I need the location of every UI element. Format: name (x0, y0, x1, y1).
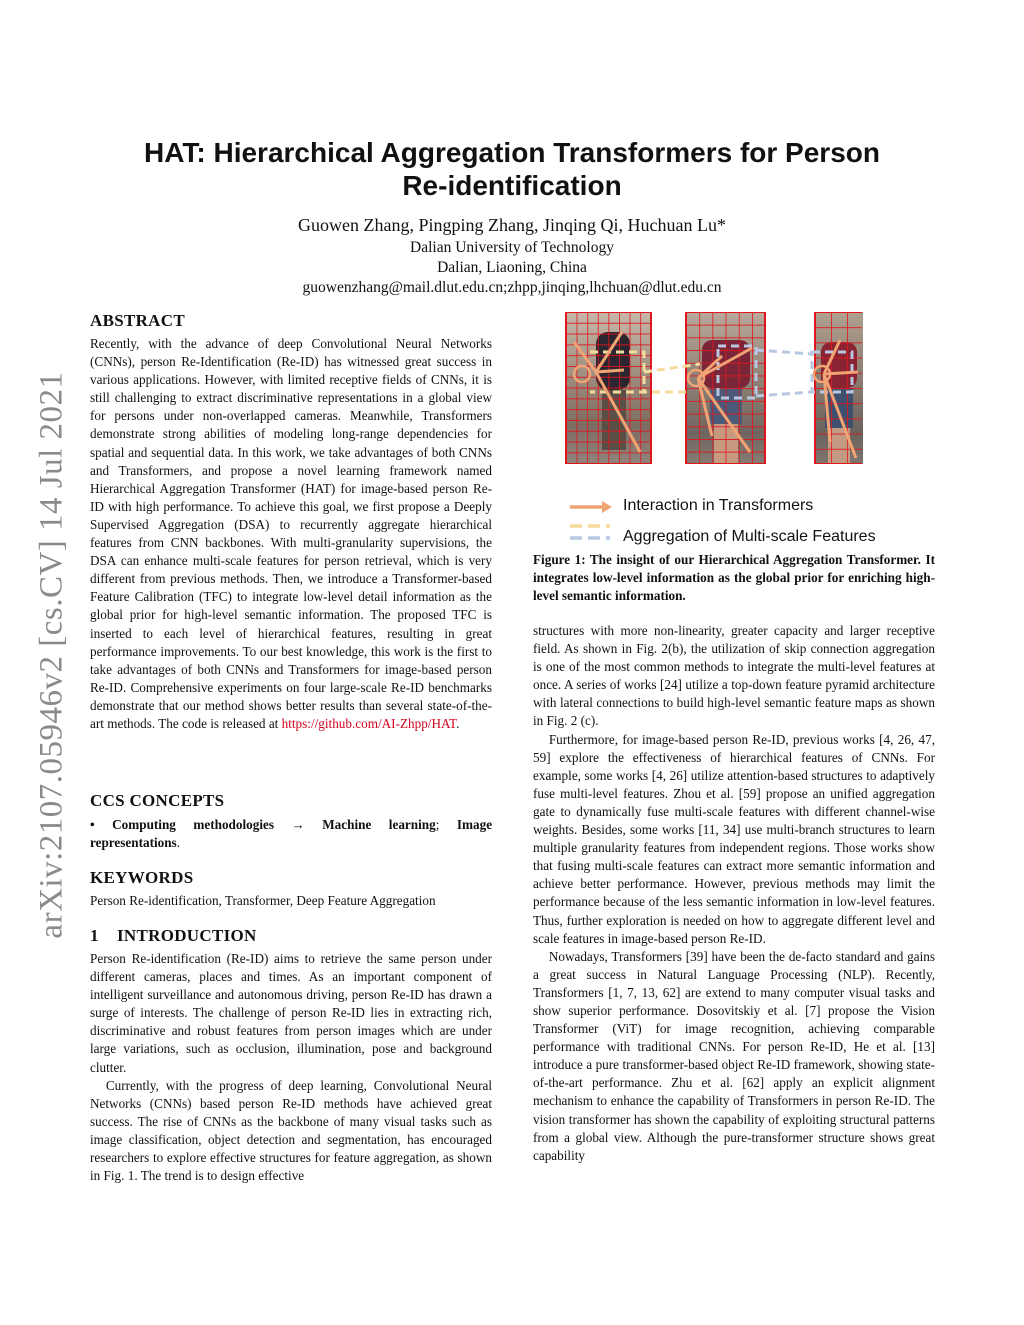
intro-paragraph-1: Person Re-identification (Re-ID) aims to retrieve the same person under different cameras, places and times. As an important component of intelligent surveillance and autonomous driving, person Re-ID has drawn a surge of interests. The challenge of person Re-ID lies in extracting rich, discriminative and robust features from person images which are under large variations, such as occlusion, illumination, pose and background clutter. (90, 951, 492, 1075)
right-column-text (533, 622, 935, 1165)
authors: Guowen Zhang, Pingping Zhang, Jinqing Qi, Huchuan Lu* (298, 215, 726, 235)
ccs-item-2: Machine learning (322, 817, 436, 832)
legend-markers (566, 498, 616, 546)
ccs-sep: ; (435, 817, 440, 832)
legend-arrowhead (602, 501, 612, 513)
right-paragraph-3: Nowadays, Transformers [39] have been the de-facto standard and gains a great success in Natural Language Processing (NLP). Recently, Transformers [1, 7, 13, 62] are extend to many computer visual tasks and show superior performance. Dosovitskiy et al. [7] propose the Vision Transformer (ViT) for image recognition, achieving comparable performance with traditional CNNs. For person Re-ID, He et al. [13] introduce a pure transformer-based object Re-ID framework, showing state-of-the-art performance. Zhu et al. [62] apply an explicit alignment mechanism to enhance the capability of Transformers in person Re-ID. The vision transformer has shown the capability of exploiting structural patterns from a global view. Although the pure-transformer structure shows great capability (533, 948, 935, 1163)
keywords-heading: KEYWORDS (90, 868, 194, 887)
ccs-heading: CCS CONCEPTS (90, 791, 225, 810)
right-paragraph-2: Furthermore, for image-based person Re-ID, previous works [4, 26, 47, 59] explore the effectiveness of hierarchical features of CNNs. For example, some works [4, 26] utilize attention-based structures to adaptively fuse multi-level features. Zhou et al. [59] propose an unified aggregation gate to dynamically fuse multi-scale features with different channel-wise weights. Besides, some works [11, 34] use multi-branch structures to learn multiple granularity features from independent regions. Those works show that fusing multi-scale features can extract more semantic information and achieve better performance. However, previous methods may limit the performance because of the less semantic information in low-level features. Thus, further exploration is needed on how to aggregate different level and scale features in image-based person Re-ID. (533, 731, 935, 946)
grid-2 (686, 312, 765, 464)
code-link[interactable]: https://github.com/AI-Zhpp/HAT (281, 715, 457, 731)
abstract-body: Recently, with the advance of deep Convolutional Neural Networks (CNNs), person Re-Identification (Re-ID) has witnessed great success in various applications. However, with limited receptive fields of CNNs, it is still challenging to extract discriminative representations in a global view for persons under non-overlapped cameras. Meanwhile, Transformers demonstrate strong abilities of modeling long-range dependencies for spatial and sequential data. In this work, we take advantages of both CNNs and Transformers, and propose a novel learning framework named Hierarchical Aggregation Transformer (HAT) for image-based person Re-ID with high performance. To achieve this goal, we first propose a Deeply Supervised Aggregation (DSA) to recurrently aggregate hierarchical features from CNN backbones. With multi-granularity supervisions, the DSA can enhance multi-scale features for person retrieval, which is very different from previous methods. Then, we introduce a Transformer-based Feature Calibration (TFC) to integrate low-level detail information as the global prior for high-level semantic information. The proposed TFC is inserted to each level of hierarchical features, resulting in great performance improvements. To our best knowledge, this work is the first to take advantages of both CNNs and Transformers for image-based person Re-ID. Comprehensive experiments on four large-scale Re-ID benchmarks demonstrate that our method shows better results than several state-of-the-art methods. The code is released at (90, 336, 492, 731)
figure-1 (562, 312, 862, 464)
affiliation-emails: guowenzhang@mail.dlut.edu.cn;zhpp,jinqing,lhchuan@dlut.edu.cn (302, 279, 722, 296)
grid-1 (566, 312, 651, 464)
figure-caption: Figure 1: The insight of our Hierarchical Aggregation Transformer. It integrates low-level information as the global prior for enriching high-level semantic information. (533, 552, 935, 604)
legend-label-1: Interaction in Transformers (623, 497, 814, 514)
abstract-heading: ABSTRACT (90, 311, 185, 330)
abstract-end: . (456, 715, 460, 731)
intro-text (90, 950, 492, 1185)
ccs-concepts (90, 816, 492, 852)
ccs-item-3: Image representations (90, 817, 493, 851)
keywords-text: Person Re-identification, Transformer, Deep Feature Aggregation (90, 893, 436, 908)
paper-title (90, 136, 934, 202)
affiliation-place: Dalian, Liaoning, China (437, 259, 587, 276)
figure-overlay (562, 312, 862, 464)
ccs-item-1: Computing methodologies (112, 817, 274, 832)
intro-paragraph-2: Currently, with the progress of deep learning, Convolutional Neural Networks (CNNs) based person Re-ID methods have achieved great success. The rise of CNNs as the backbone of many visual tasks such as image classification, object detection and segmentation, has encouraged researchers to explore effective structures for feature aggregation, as shown in Fig. 1. The trend is to design effective (90, 1077, 492, 1184)
ccs-end: . (176, 835, 180, 851)
ccs-arrow: → (291, 817, 305, 832)
ccs-bullet: • (90, 817, 95, 832)
abstract-text (90, 335, 492, 733)
title-line-2: Re-identification (402, 170, 622, 201)
grid-3 (815, 312, 862, 464)
arxiv-identifier: arXiv:2107.05946v2 [cs.CV] 14 Jul 2021 (33, 371, 70, 939)
intro-heading: 1 INTRODUCTION (90, 926, 257, 945)
legend-label-2: Aggregation of Multi-scale Features (623, 528, 876, 545)
right-paragraph-1: structures with more non-linearity, greater capacity and larger receptive field. As shown in Fig. 2(b), the utilization of skip connection aggregation is one of the most common methods to integrate the multi-level features at once. A series of works [24] utilize a top-down feature pyramid architecture with lateral connections to build high-level semantic feature maps as shown in Fig. 2 (c). (533, 623, 935, 729)
affiliation-org: Dalian University of Technology (410, 239, 614, 256)
title-line-1: HAT: Hierarchical Aggregation Transformers for Person (144, 137, 880, 168)
